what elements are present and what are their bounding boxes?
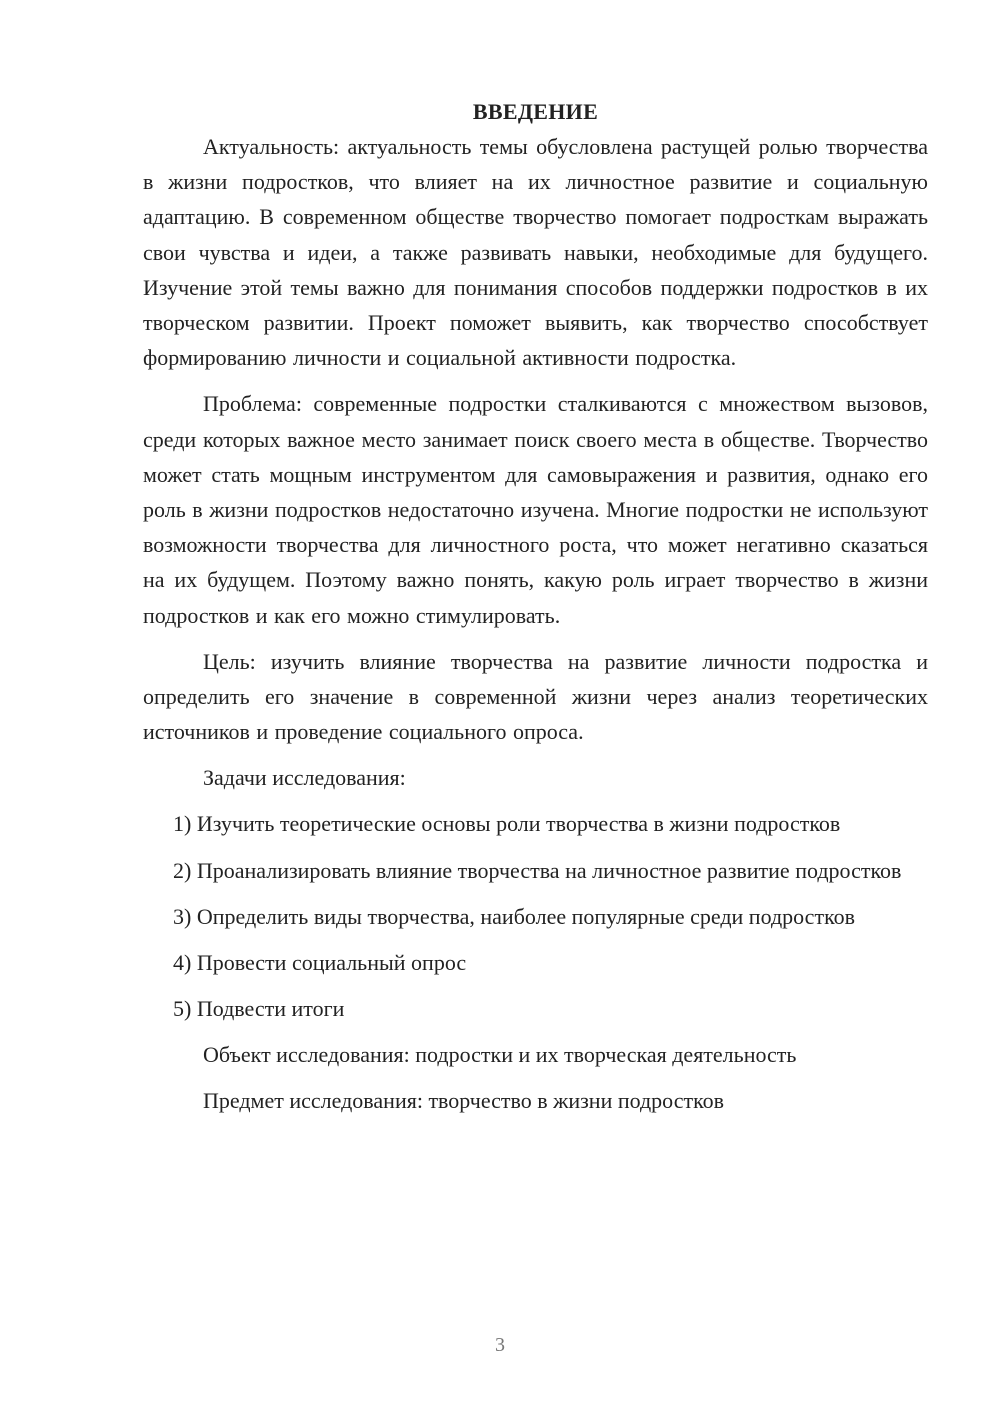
research-subject: Предмет исследования: творчество в жизни подростков: [203, 1088, 725, 1114]
page-content: [143, 94, 928, 1118]
problem-paragraph: Проблема: современные подростки сталкиваются с множеством вызовов, среди которых важное место занимает поиск своего места в обществе. Творчество может стать мощным инструментом для самовыражения и развития, однако его роль в жизни подростков недостаточно изучена. Многие подростки не используют возможности творчества для личностного роста, что может негативно сказаться на их будущем. Поэтому важно понять, какую роль играет творчество в жизни подростков и как его можно стимулировать.: [143, 391, 928, 628]
page-title: ВВЕДЕНИЕ: [472, 99, 599, 124]
research-object: Объект исследования: подростки и их творческая деятельность: [203, 1042, 797, 1068]
relevance-paragraph: Актуальность: актуальность темы обусловлена растущей ролью творчества в жизни подростков, что влияет на их личностное развитие и социальную адаптацию. В современном обществе творчество помогает подросткам выражать свои чувства и идеи, а также развивать навыки, необходимые для будущего. Изучение этой темы важно для понимания способов поддержки подростков в их творческом развитии. Проект поможет выявить, как творчество способствует формированию личности и социальной активности подростка.: [143, 134, 928, 371]
task-item-4: 4) Провести социальный опрос: [173, 950, 467, 976]
page-number: 3: [495, 1334, 505, 1356]
tasks-heading: Задачи исследования:: [203, 765, 406, 791]
task-item-5: 5) Подвести итоги: [173, 996, 345, 1022]
task-item-1: 1) Изучить теоретические основы роли творчества в жизни подростков: [173, 811, 841, 837]
task-item-2: 2) Проанализировать влияние творчества на личностное развитие подростков: [173, 857, 902, 883]
tasks-list: [143, 806, 928, 1026]
goal-paragraph: Цель: изучить влияние творчества на развитие личности подростка и определить его значение в современной жизни через анализ теоретических источников и проведение социального опроса.: [143, 648, 928, 745]
task-item-3: 3) Определить виды творчества, наиболее популярные среди подростков: [173, 903, 856, 929]
